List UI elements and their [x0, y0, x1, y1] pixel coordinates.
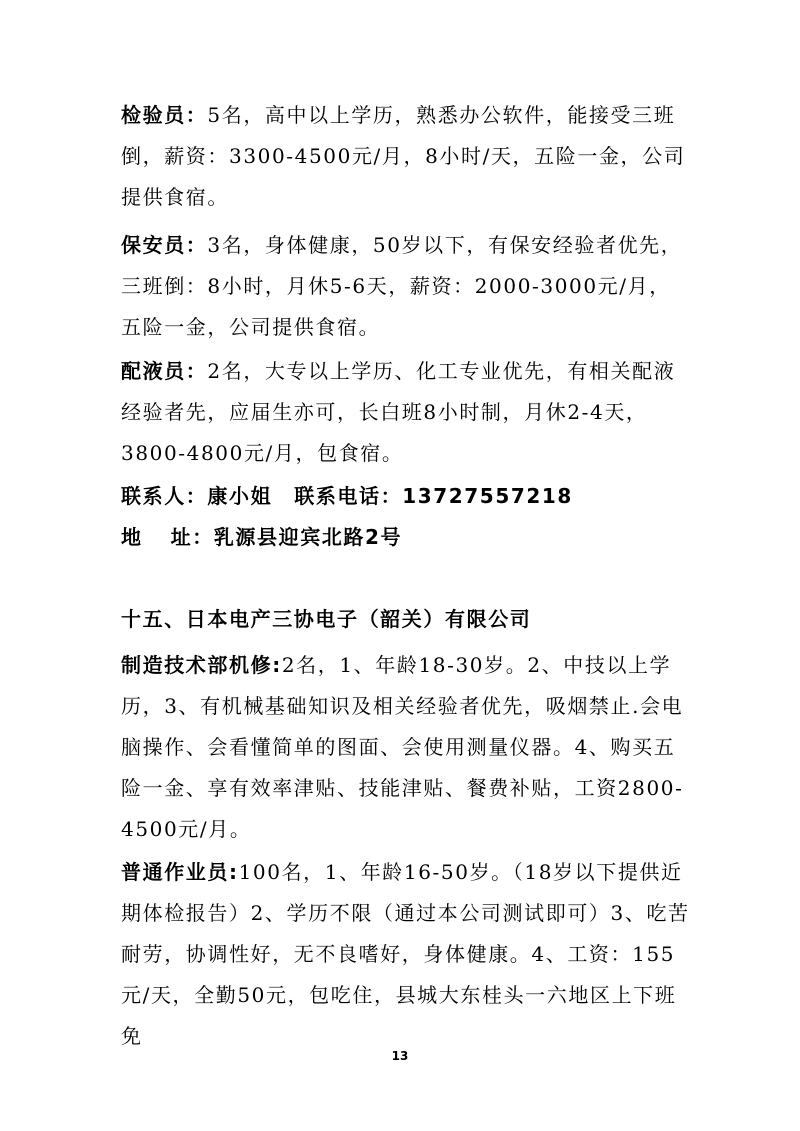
contact-line	[121, 476, 691, 517]
job-title-inspector: 检验员：	[121, 103, 208, 127]
contact-person: 康小姐	[207, 484, 273, 508]
contact-person-label: 联系人：	[121, 484, 208, 508]
job-maintenance	[121, 645, 691, 850]
contact-phone: 13727557218	[402, 484, 573, 508]
job-title-security: 保安员：	[121, 233, 208, 257]
job-title-operator: 普通作业员:	[121, 860, 239, 884]
job-title-liquid: 配液员：	[121, 359, 208, 383]
job-liquid	[121, 351, 691, 474]
address-line	[121, 517, 691, 558]
job-desc-maintenance: 2名，1、年龄18-30岁。2、中技以上学历，3、有机械基础知识及相关经验者优先，吸烟禁止.会电脑操作、会看懂简单的图面、会使用测量仪器。4、购买五险一金、享有效率津贴、技能津贴、餐费补贴，工资2800-4500元/月。	[121, 653, 684, 841]
job-desc-inspector: 5名，高中以上学历，熟悉办公软件，能接受三班倒，薪资：3300-4500元/月，8小时/天，五险一金，公司提供食宿。	[121, 103, 686, 209]
job-title-maintenance: 制造技术部机修:	[121, 653, 282, 677]
job-security	[121, 225, 691, 348]
address-label-1: 地	[121, 525, 143, 549]
address-label-2: 址：	[170, 525, 214, 549]
job-operator	[121, 852, 691, 1057]
job-desc-security: 3名，身体健康，50岁以下，有保安经验者优先，三班倒：8小时，月休5-6天，薪资：2000-3000元/月，五险一金，公司提供食宿。	[121, 233, 683, 339]
job-desc-operator: 100名，1、年龄16-50岁。（18岁以下提供近期体检报告）2、学历不限（通过本公司测试即可）3、吃苦耐劳，协调性好，无不良嗜好，身体健康。4、工资：155元/天，全勤50元，包吃住，县城大东桂头一六地区上下班免	[121, 860, 690, 1048]
job-desc-liquid: 2名，大专以上学历、化工专业优先，有相关配液经验者先，应届生亦可，长白班8小时制，月休2-4天，3800-4800元/月，包食宿。	[121, 359, 676, 465]
company-heading: 十五、日本电产三协电子（韶关）有限公司	[121, 607, 532, 631]
address-value: 乳源县迎宾北路2号	[213, 525, 403, 549]
page-number: 13	[391, 1049, 409, 1063]
contact-phone-label: 联系电话：	[294, 484, 403, 508]
job-inspector	[121, 95, 691, 218]
